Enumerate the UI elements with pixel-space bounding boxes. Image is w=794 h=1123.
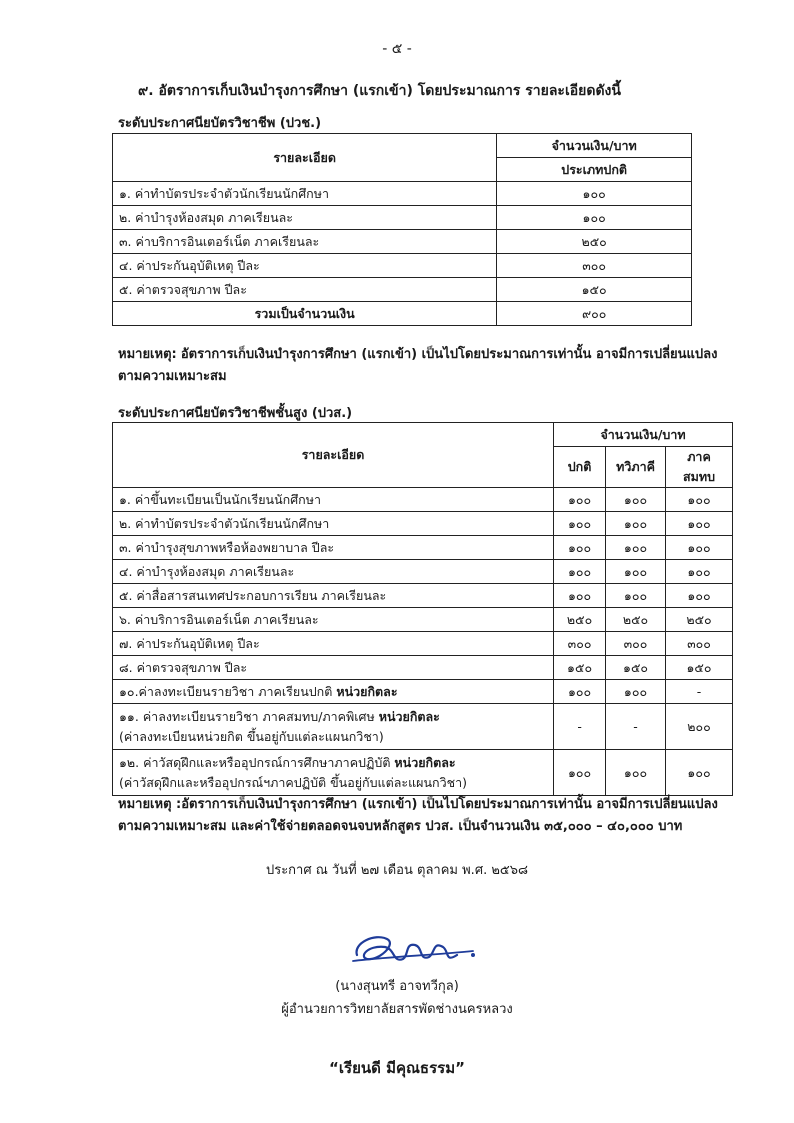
fee-detail: ๖. ค่าบริการอินเตอร์เน็ต ภาคเรียนละ	[113, 608, 554, 632]
total-label: รวมเป็นจำนวนเงิน	[113, 302, 497, 326]
fee-dual: ๑๐๐	[606, 750, 666, 796]
col-type-header: ประเภทปกติ	[497, 158, 692, 182]
table-row	[113, 632, 733, 656]
fee-detail: ๗. ค่าประกันอุบัติเหตุ ปีละ	[113, 632, 554, 656]
table-row	[113, 750, 733, 796]
section-heading: ๙. อัตราการเก็บเงินบำรุงการศึกษา (แรกเข้า) โดยประมาณการ รายละเอียดดังนี้	[138, 83, 621, 99]
fee-detail: ๕. ค่าตรวจสุขภาพ ปีละ	[113, 278, 497, 302]
fee-dual: ๑๐๐	[606, 512, 666, 536]
fee-normal: ๒๕๐	[554, 608, 606, 632]
table-row	[113, 488, 733, 512]
vocational-note	[118, 344, 718, 388]
table-row	[113, 230, 692, 254]
higher-fee-table	[112, 422, 733, 796]
table-row	[113, 512, 733, 536]
total-amount: ๙๐๐	[497, 302, 692, 326]
col-amount-header: จำนวนเงิน/บาท	[497, 134, 692, 158]
col-detail-header: รายละเอียด	[113, 134, 497, 182]
table-row	[113, 206, 692, 230]
fee-dual: ๑๐๐	[606, 536, 666, 560]
fee-special: ๑๕๐	[666, 656, 733, 680]
col-special-header: ภาคสมทบ	[666, 447, 733, 488]
fee-normal: ๑๐๐	[554, 750, 606, 796]
fee-special: ๒๐๐	[666, 704, 733, 750]
per-credit-label: หน่วยกิตละ	[394, 754, 456, 770]
fee-detail: ๓. ค่าบำรุงสุขภาพหรือห้องพยาบาล ปีละ	[113, 536, 554, 560]
fee-dual: ๓๐๐	[606, 632, 666, 656]
col-amount-header: จำนวนเงิน/บาท	[554, 423, 733, 447]
fee-dual: ๑๐๐	[606, 488, 666, 512]
fee-detail-text: ๑๑. ค่าลงทะเบียนรายวิชา ภาคสมทบ/ภาคพิเศษ	[119, 708, 379, 724]
table-row	[113, 278, 692, 302]
fee-normal: ๑๐๐	[554, 488, 606, 512]
fee-special: ๑๐๐	[666, 488, 733, 512]
note-line2: ตามความเหมาะสม	[118, 369, 227, 384]
page-number: - ๕ -	[382, 41, 412, 57]
fee-detail: ๓. ค่าบริการอินเตอร์เน็ต ภาคเรียนละ	[113, 230, 497, 254]
table-row	[113, 536, 733, 560]
fee-detail	[113, 680, 554, 704]
fee-detail: ๔. ค่าประกันอุบัติเหตุ ปีละ	[113, 254, 497, 278]
table-row	[113, 608, 733, 632]
fee-normal: ๑๐๐	[554, 680, 606, 704]
table-row	[113, 680, 733, 704]
note-line1: หมายเหตุ :อัตราการเก็บเงินบำรุงการศึกษา (แรกเข้า) เป็นไปโดยประมาณการเท่านั้น อาจมีการเปลี่ยนแปลง	[118, 797, 718, 812]
announce-date: ประกาศ ณ วันที่ ๒๗ เดือน ตุลาคม พ.ศ. ๒๕๖๘	[265, 863, 529, 878]
fee-detail-text: ๑๒. ค่าวัสดุฝึกและหรืออุปกรณ์การศึกษาภาคปฏิบัติ	[119, 754, 395, 770]
fee-normal: ๑๐๐	[554, 560, 606, 584]
per-credit-label: หน่วยกิตละ	[378, 708, 440, 724]
fee-detail: ๑. ค่าขึ้นทะเบียนเป็นนักเรียนนักศึกษา	[113, 488, 554, 512]
fee-detail: ๒. ค่าทำบัตรประจำตัวนักเรียนนักศึกษา	[113, 512, 554, 536]
fee-detail: ๔. ค่าบำรุงห้องสมุด ภาคเรียนละ	[113, 560, 554, 584]
fee-normal: ๑๐๐	[554, 512, 606, 536]
signature-image	[345, 925, 485, 975]
fee-dual: ๒๕๐	[606, 608, 666, 632]
fee-detail-sub: (ค่าลงทะเบียนหน่วยกิต ขึ้นอยู่กับแต่ละแผนกวิชา)	[119, 728, 384, 744]
signer-name: (นางสุนทรี อาจทวีกุล)	[335, 979, 459, 994]
per-credit-label: หน่วยกิตละ	[336, 683, 398, 699]
fee-detail: ๘. ค่าตรวจสุขภาพ ปีละ	[113, 656, 554, 680]
fee-detail	[113, 704, 554, 750]
fee-dual: ๑๐๐	[606, 584, 666, 608]
fee-normal: ๑๐๐	[554, 536, 606, 560]
signer-title: ผู้อำนวยการวิทยาลัยสารพัดช่างนครหลวง	[281, 1002, 513, 1017]
fee-normal: ๓๐๐	[554, 632, 606, 656]
fee-special: ๑๐๐	[666, 536, 733, 560]
col-dual-header: ทวิภาคี	[606, 447, 666, 488]
col-normal-header: ปกติ	[554, 447, 606, 488]
motto: “เรียนดี มีคุณธรรม”	[329, 1059, 465, 1077]
vocational-title: ระดับประกาศนียบัตรวิชาชีพ (ปวช.)	[118, 116, 322, 131]
fee-amount: ๑๕๐	[497, 278, 692, 302]
fee-detail-sub: (ค่าวัสดุฝึกและหรืออุปกรณ์ฯภาคปฏิบัติ ขึ้นอยู่กับแต่ละแผนกวิชา)	[119, 774, 467, 790]
fee-dual: -	[606, 704, 666, 750]
table-row	[113, 182, 692, 206]
fee-special: ๑๐๐	[666, 750, 733, 796]
fee-normal: ๑๐๐	[554, 584, 606, 608]
fee-detail-text: ๑๐.ค่าลงทะเบียนรายวิชา ภาคเรียนปกติ	[119, 683, 337, 699]
fee-detail: ๕. ค่าสื่อสารสนเทศประกอบการเรียน ภาคเรียนละ	[113, 584, 554, 608]
fee-special: -	[666, 680, 733, 704]
fee-detail	[113, 750, 554, 796]
fee-amount: ๑๐๐	[497, 182, 692, 206]
note-label: หมายเหตุ:	[118, 347, 177, 362]
fee-dual: ๑๕๐	[606, 656, 666, 680]
fee-special: ๓๐๐	[666, 632, 733, 656]
fee-amount: ๒๕๐	[497, 230, 692, 254]
fee-detail: ๒. ค่าบำรุงห้องสมุด ภาคเรียนละ	[113, 206, 497, 230]
table-row	[113, 704, 733, 750]
fee-detail: ๑. ค่าทำบัตรประจำตัวนักเรียนนักศึกษา	[113, 182, 497, 206]
note-line1: อัตราการเก็บเงินบำรุงการศึกษา (แรกเข้า) เป็นไปโดยประมาณการเท่านั้น อาจมีการเปลี่ยนแปลง	[180, 347, 718, 362]
table-row	[113, 560, 733, 584]
fee-special: ๑๐๐	[666, 560, 733, 584]
fee-special: ๒๕๐	[666, 608, 733, 632]
col-detail-header: รายละเอียด	[113, 423, 554, 488]
fee-amount: ๓๐๐	[497, 254, 692, 278]
fee-special: ๑๐๐	[666, 512, 733, 536]
fee-dual: ๑๐๐	[606, 560, 666, 584]
fee-dual: ๑๐๐	[606, 680, 666, 704]
note-line2: ตามความเหมาะสม และค่าใช้จ่ายตลอดจนจบหลักสูตร ปวส. เป็นจำนวนเงิน ๓๕,๐๐๐ – ๔๐,๐๐๐ บาท	[118, 819, 683, 834]
table-row	[113, 584, 733, 608]
fee-normal: -	[554, 704, 606, 750]
table-row	[113, 656, 733, 680]
table-row	[113, 254, 692, 278]
higher-note	[118, 794, 758, 838]
fee-normal: ๑๕๐	[554, 656, 606, 680]
total-row	[113, 302, 692, 326]
fee-special: ๑๐๐	[666, 584, 733, 608]
higher-title: ระดับประกาศนียบัตรวิชาชีพชั้นสูง (ปวส.)	[118, 406, 353, 421]
vocational-fee-table	[112, 133, 692, 326]
fee-amount: ๑๐๐	[497, 206, 692, 230]
